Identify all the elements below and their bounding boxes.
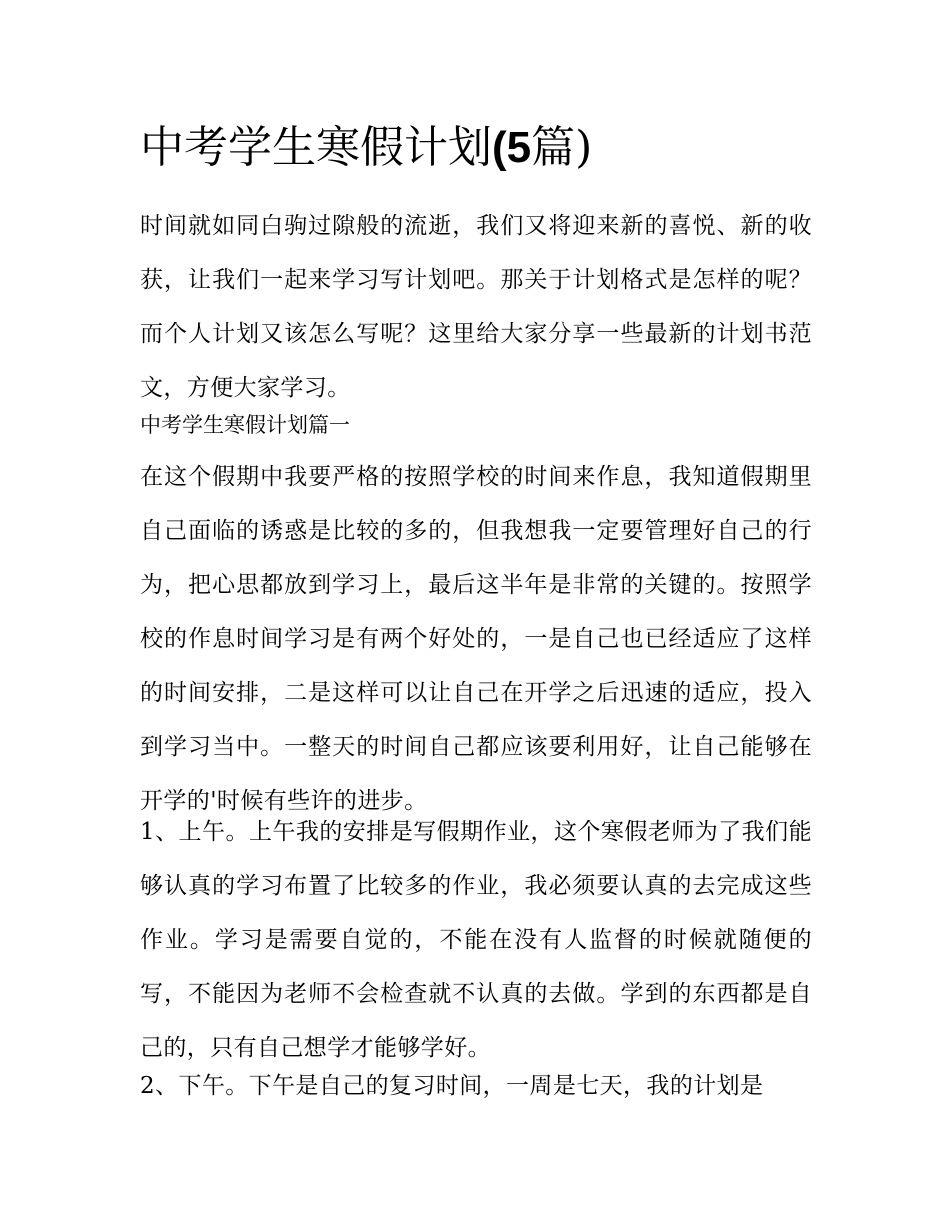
section-heading: 中考学生寒假计划篇一 — [140, 413, 350, 437]
body-paragraph: 2、下午。下午是自己的复习时间，一周是七天，我的计划是 — [140, 1073, 764, 1099]
body-paragraph: 1、上午。上午我的安排是写假期作业，这个寒假老师为了我们能够认真的学习布置了比较多的作业，我必须要认真的去完成这些作业。学习是需要自觉的，不能在没有人监督的时候就随便的写，不能因为老师不会检查就不认真的去做。学到的东西都是自己的，只有自己想学才能够学好。 — [140, 819, 812, 1061]
body-paragraph: 在这个假期中我要严格的按照学校的时间来作息，我知道假期里自己面临的诱惑是比较的多的，但我想我一定要管理好自己的行为，把心思都放到学习上，最后这半年是非常的关键的。按照学校的作息时间学习是有两个好处的，一是自己也已经适应了这样的时间安排，二是这样可以让自己在开学之后迅速的适应，投入到学习当中。一整天的时间自己都应该要利用好，让自己能够在开学的'时候有些许的进步。 — [140, 464, 812, 814]
title-suffix-text: 篇) — [531, 122, 593, 173]
title-main-text: 中考学生寒假计划 — [140, 122, 492, 173]
document-title — [140, 118, 592, 178]
intro-paragraph: 时间就如同白驹过隙般的流逝，我们又将迎来新的喜悦、新的收获，让我们一起来学习写计划吧。那关于计划格式是怎样的呢？而个人计划又该怎么写呢？这里给大家分享一些最新的计划书范文，方便大家学习。 — [140, 213, 812, 401]
title-count-text: (5 — [492, 123, 532, 172]
